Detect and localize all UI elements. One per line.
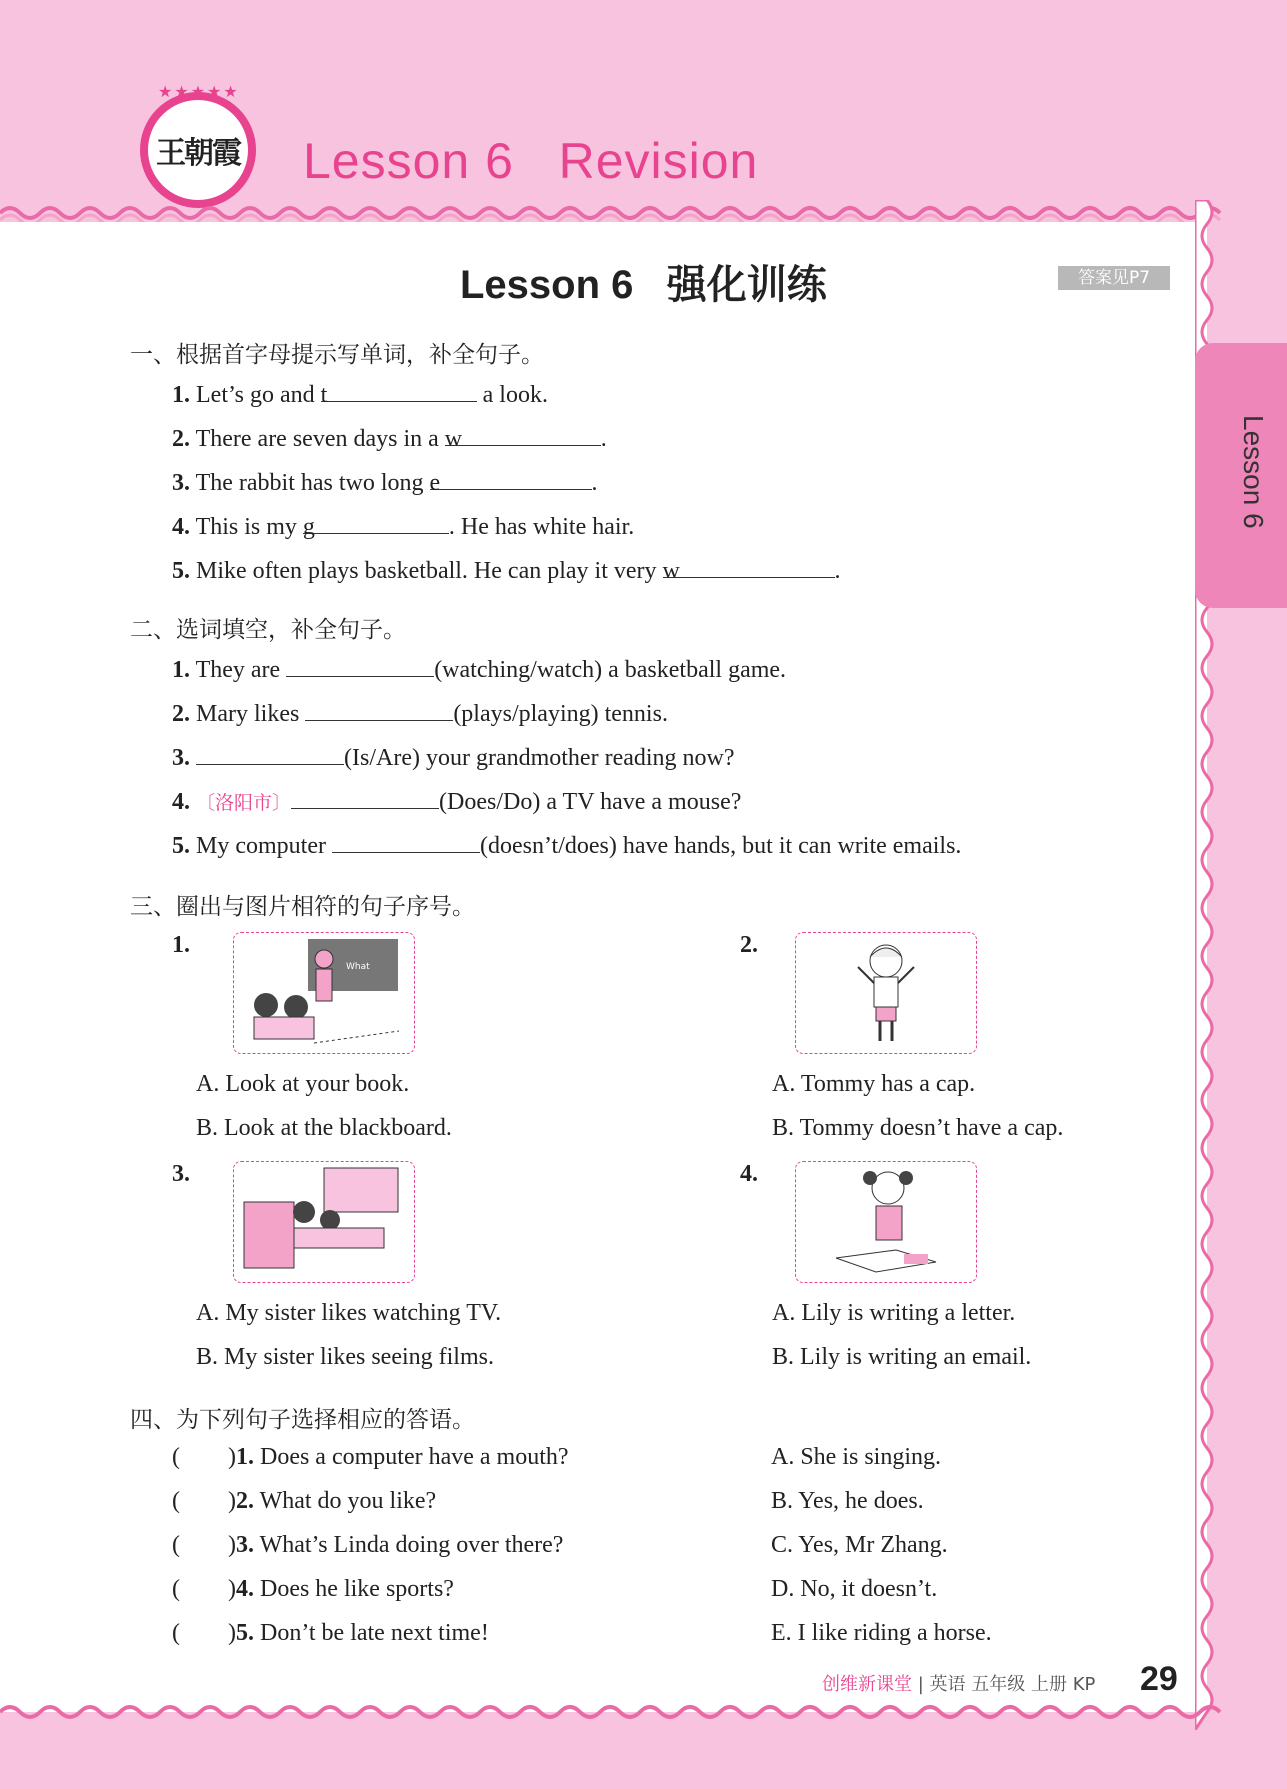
item-number: 5. — [235, 1620, 254, 1646]
picture-item-number: 3. — [172, 1161, 190, 1187]
question-text: What’s Linda doing over there? — [259, 1532, 564, 1558]
section4-question — [172, 1532, 563, 1559]
section1-item — [172, 467, 598, 499]
section1-item — [172, 555, 841, 587]
answer-blank[interactable] — [305, 698, 453, 721]
section1-title: 一、根据首字母提示写单词，补全句子。 — [130, 342, 544, 368]
banner-title: Lesson 6 Revision — [303, 133, 759, 189]
item-number: 1. — [235, 1444, 254, 1470]
item-number: 1. — [172, 657, 190, 683]
side-tab — [1195, 343, 1287, 608]
answer-blank[interactable] — [444, 423, 601, 452]
section2-item — [172, 786, 741, 819]
section4-question — [172, 1620, 489, 1647]
answer-blank[interactable] — [291, 786, 439, 809]
logo — [140, 84, 256, 208]
answer-paren[interactable]: ( ) — [172, 1444, 236, 1470]
option-2b[interactable]: B. Tommy doesn’t have a cap. — [772, 1115, 1064, 1141]
item-text-after: (doesn’t/does) have hands, but it can write emails. — [479, 833, 962, 859]
answer-reference-badge: 答案见P7 — [1058, 266, 1170, 290]
picture-girl-writing — [795, 1161, 977, 1283]
item-text-after: (Does/Do) a TV have a mouse? — [439, 789, 742, 815]
answer-paren[interactable]: ( ) — [172, 1532, 236, 1558]
footer — [822, 1670, 1095, 1696]
option-1a[interactable]: A. Look at your book. — [196, 1071, 410, 1097]
item-number: 2. — [172, 701, 190, 727]
picture-cinema — [233, 1161, 415, 1283]
answer-blank[interactable] — [286, 654, 434, 677]
side-tab-label: Lesson 6 — [1238, 415, 1269, 529]
section4-answer-option: D. No, it doesn’t. — [771, 1576, 938, 1602]
question-text: What do you like? — [259, 1488, 437, 1514]
answer-blank[interactable] — [302, 511, 449, 540]
section2-item — [172, 830, 961, 863]
section3-title: 三、圈出与图片相符的句子序号。 — [130, 894, 475, 920]
picture-item-number: 1. — [172, 932, 190, 958]
footer-separator: | — [917, 1674, 930, 1695]
option-4a[interactable]: A. Lily is writing a letter. — [772, 1300, 1016, 1326]
section4-title: 四、为下列句子选择相应的答语。 — [130, 1407, 475, 1433]
item-number: 4. — [235, 1576, 254, 1602]
page-heading: Lesson 6 强化训练 — [460, 263, 827, 307]
item-text-before: My computer — [196, 833, 332, 859]
answer-blank[interactable] — [320, 379, 477, 408]
section4-question — [172, 1576, 454, 1603]
section4-question — [172, 1488, 436, 1515]
footer-info: 英语 五年级 上册 KP — [929, 1674, 1096, 1695]
item-number: 3. — [235, 1532, 254, 1558]
item-number: 5. — [172, 558, 190, 584]
section4-answer-option: A. She is singing. — [771, 1444, 942, 1470]
section2-item — [172, 698, 668, 731]
item-number: 1. — [172, 382, 190, 408]
item-text-after: . He has white hair. — [448, 514, 635, 540]
item-number: 2. — [172, 426, 190, 452]
option-4b[interactable]: B. Lily is writing an email. — [772, 1344, 1032, 1370]
footer-brand: 创维新课堂 — [822, 1674, 912, 1695]
option-2a[interactable]: A. Tommy has a cap. — [772, 1071, 976, 1097]
item-text-after: (watching/watch) a basketball game. — [434, 657, 787, 683]
item-text-before: This is my — [195, 514, 303, 540]
section4-answer-option: C. Yes, Mr Zhang. — [771, 1532, 948, 1558]
answer-blank[interactable] — [196, 742, 344, 765]
item-number: 2. — [235, 1488, 254, 1514]
option-1b[interactable]: B. Look at the blackboard. — [196, 1115, 452, 1141]
item-text-after: (Is/Are) your grandmother reading now? — [344, 745, 735, 771]
wave-divider-bottom — [0, 1700, 1287, 1730]
option-3b[interactable]: B. My sister likes seeing films. — [196, 1344, 494, 1370]
answer-blank[interactable] — [429, 467, 592, 496]
answer-paren[interactable]: ( ) — [172, 1620, 236, 1646]
source-tag: 〔洛阳市〕 — [196, 792, 292, 814]
picture-item-number: 4. — [740, 1161, 758, 1187]
item-text-before: They are — [195, 657, 287, 683]
picture-boy-no-cap — [795, 932, 977, 1054]
item-text-after: (plays/playing) tennis. — [453, 701, 668, 727]
question-text: Does he like sports? — [259, 1576, 454, 1602]
item-text-before: Mary likes — [196, 701, 306, 727]
question-text: Does a computer have a mouth? — [259, 1444, 569, 1470]
logo-stars-icon: ★★★★★ — [158, 84, 240, 101]
hint-letter: g — [302, 514, 315, 540]
item-number: 4. — [172, 514, 190, 540]
item-text-after: . — [834, 558, 841, 584]
item-text-after: . — [591, 470, 598, 496]
item-text-before: Mike often plays basketball. He can play it very — [196, 558, 663, 584]
item-number: 3. — [172, 470, 190, 496]
section4-question — [172, 1444, 569, 1471]
page-number: 29 — [1140, 1660, 1178, 1698]
item-text-after: . — [600, 426, 607, 452]
question-text: Don’t be late next time! — [259, 1620, 489, 1646]
hint-letter: t — [320, 382, 328, 408]
hint-letter: e — [429, 470, 441, 496]
section1-item — [172, 511, 634, 543]
item-number: 3. — [172, 745, 190, 771]
item-text-after: a look. — [476, 382, 548, 408]
section2-item — [172, 654, 786, 687]
section4-answer-option: E. I like riding a horse. — [771, 1620, 992, 1646]
picture-item-number: 2. — [740, 932, 758, 958]
item-number: 5. — [172, 833, 190, 859]
section4-answer-option: B. Yes, he does. — [771, 1488, 924, 1514]
answer-paren[interactable]: ( ) — [172, 1488, 236, 1514]
answer-paren[interactable]: ( ) — [172, 1576, 236, 1602]
option-3a[interactable]: A. My sister likes watching TV. — [196, 1300, 502, 1326]
section2-title: 二、选词填空，补全句子。 — [130, 617, 406, 643]
answer-blank[interactable] — [662, 555, 835, 584]
item-text-before: Let’s go and — [196, 382, 321, 408]
hint-letter: w — [662, 558, 680, 584]
item-number: 4. — [172, 789, 190, 815]
section2-item — [172, 742, 735, 775]
blackboard-text: What — [346, 962, 370, 972]
item-text-before: There are seven days in a — [195, 426, 445, 452]
section1-item — [172, 379, 548, 411]
hint-letter: w — [444, 426, 463, 452]
answer-blank[interactable] — [332, 830, 480, 853]
logo-text: 王朝霞 — [156, 136, 240, 171]
section1-item — [172, 423, 607, 455]
item-text-before: The rabbit has two long — [195, 470, 430, 496]
picture-classroom — [233, 932, 415, 1054]
